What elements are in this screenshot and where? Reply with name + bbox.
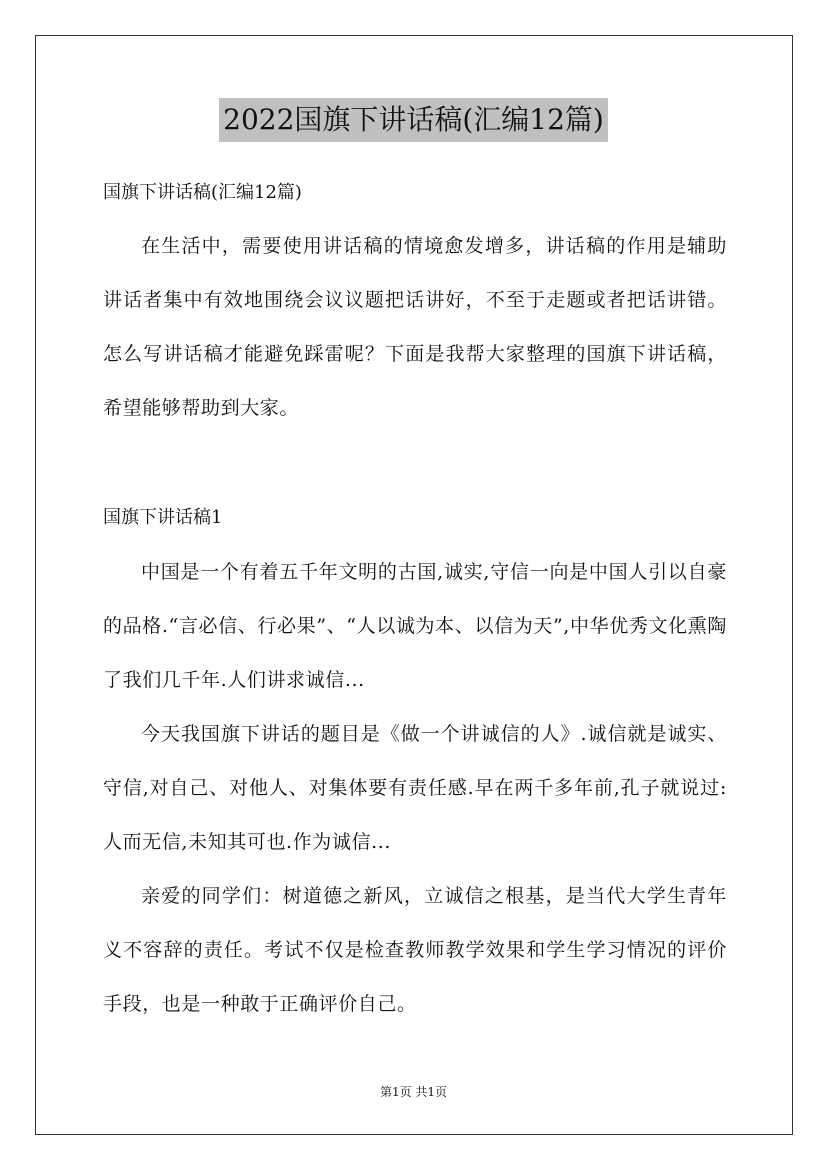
body-paragraph-1: 中国是一个有着五千年文明的古国,诚实,守信一向是中国人引以自豪的品格.“言必信、行必果”、“人以诚为本、以信为天”,中华优秀文化熏陶了我们几千年.人们讲求诚信... [103, 561, 727, 691]
page-footer: 第1页 共1页 [379, 1085, 448, 1099]
body-paragraph-3: 亲爱的同学们：树道德之新风，立诚信之根基，是当代大学生青年义不容辞的责任。考试不仅是检查教师教学效果和学生学习情况的评价手段，也是一种敢于正确评价自己。 [103, 885, 727, 1015]
intro-paragraph: 在生活中，需要使用讲话稿的情境愈发增多，讲话稿的作用是辅助讲话者集中有效地围绕会议议题把话讲好，不至于走题或者把话讲错。怎么写讲话稿才能避免踩雷呢？下面是我帮大家整理的国旗下讲话稿，希望能够帮助到大家。 [103, 235, 727, 419]
title-container [0, 98, 827, 142]
body-paragraph-2: 今天我国旗下讲话的题目是《做一个讲诚信的人》.诚信就是诚实、守信,对自己、对他人、对集体要有责任感.早在两千多年前,孔子就说过:人而无信,未知其可也.作为诚信... [103, 723, 727, 853]
document-title: 2022国旗下讲话稿(汇编12篇) [219, 98, 608, 142]
document-subtitle: 国旗下讲话稿(汇编12篇) [103, 182, 302, 203]
section-heading: 国旗下讲话稿1 [103, 507, 223, 528]
